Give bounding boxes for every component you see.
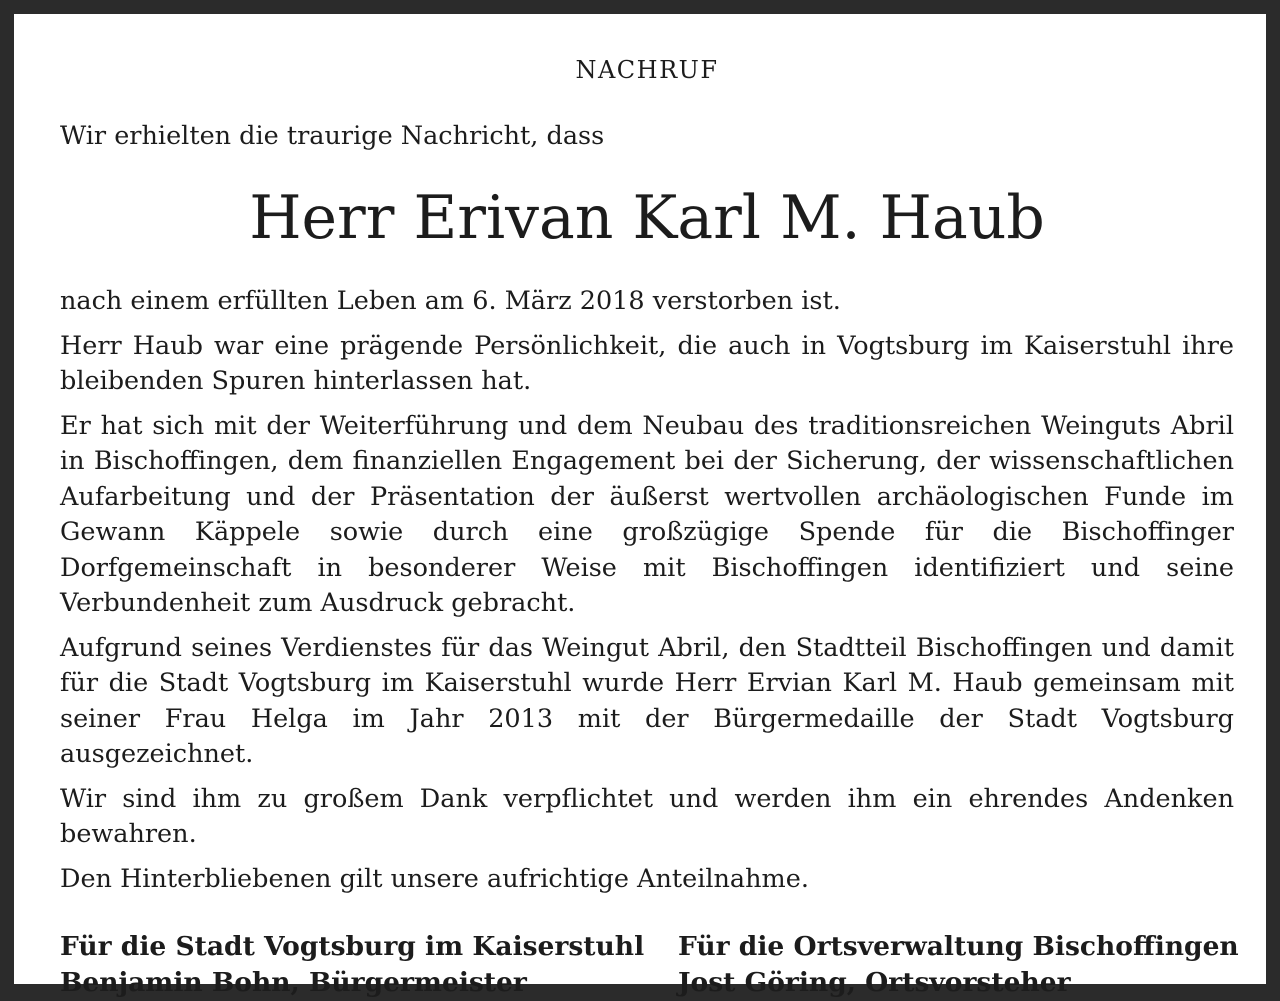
deceased-name: Herr Erivan Karl M. Haub [249, 183, 1045, 253]
signature-block [60, 929, 1239, 1001]
signature-left-person: Benjamin Bohn, Bürgermeister [60, 967, 527, 998]
paragraph-award: Aufgrund seines Verdienstes für das Weingut Abril, den Stadtteil Bischoffingen und damit für die Stadt Vogtsburg im Kaiserstuhl wurde Herr Ervian Karl M. Haub gemeinsam mit seiner Frau Helga im Jahr 2013 mit der Bürgermedaille der Stadt Vogtsburg ausgezeichnet. [60, 632, 1234, 769]
signature-left-organization: Für die Stadt Vogtsburg im Kaiserstuhl [60, 931, 645, 962]
signature-right [678, 929, 1239, 1001]
paragraph-gratitude: Wir sind ihm zu großem Dank verpflichtet und werden ihm ein ehrendes Andenken bewahren. [60, 783, 1234, 849]
intro-text: Wir erhielten die traurige Nachricht, dass [60, 121, 605, 151]
signature-left [60, 929, 678, 1001]
paragraph-personality: Herr Haub war eine prägende Persönlichkeit, die auch in Vogtsburg im Kaiserstuhl ihre bleibenden Spuren hinterlassen hat. [60, 330, 1234, 396]
signature-right-organization: Für die Ortsverwaltung Bischoffingen [678, 931, 1239, 962]
notice-content [60, 54, 1239, 1001]
notice-heading: NACHRUF [575, 56, 719, 84]
paragraph-engagement: Er hat sich mit der Weiterführung und dem Neubau des traditionsreichen Weinguts Abril in Bischoffingen, dem finanziellen Engagement bei der Sicherung, der wissenschaftlichen Aufarbeitung und der Präsentation der äußerst wertvollen archäologischen Funde im Gewann Käppele sowie durch eine großzügige Spende für die Bischoffinger Dorfgemeinschaft in besonderer Weise mit Bischoffingen identifiziert und seine Verbundenheit zum Ausdruck gebracht. [60, 410, 1234, 618]
signature-right-person: Jost Göring, Ortsvorsteher [678, 967, 1071, 998]
paragraph-death-date: nach einem erfüllten Leben am 6. März 2018 verstorben ist. [60, 286, 841, 316]
paragraph-condolences: Den Hinterbliebenen gilt unsere aufrichtige Anteilnahme. [60, 863, 809, 894]
